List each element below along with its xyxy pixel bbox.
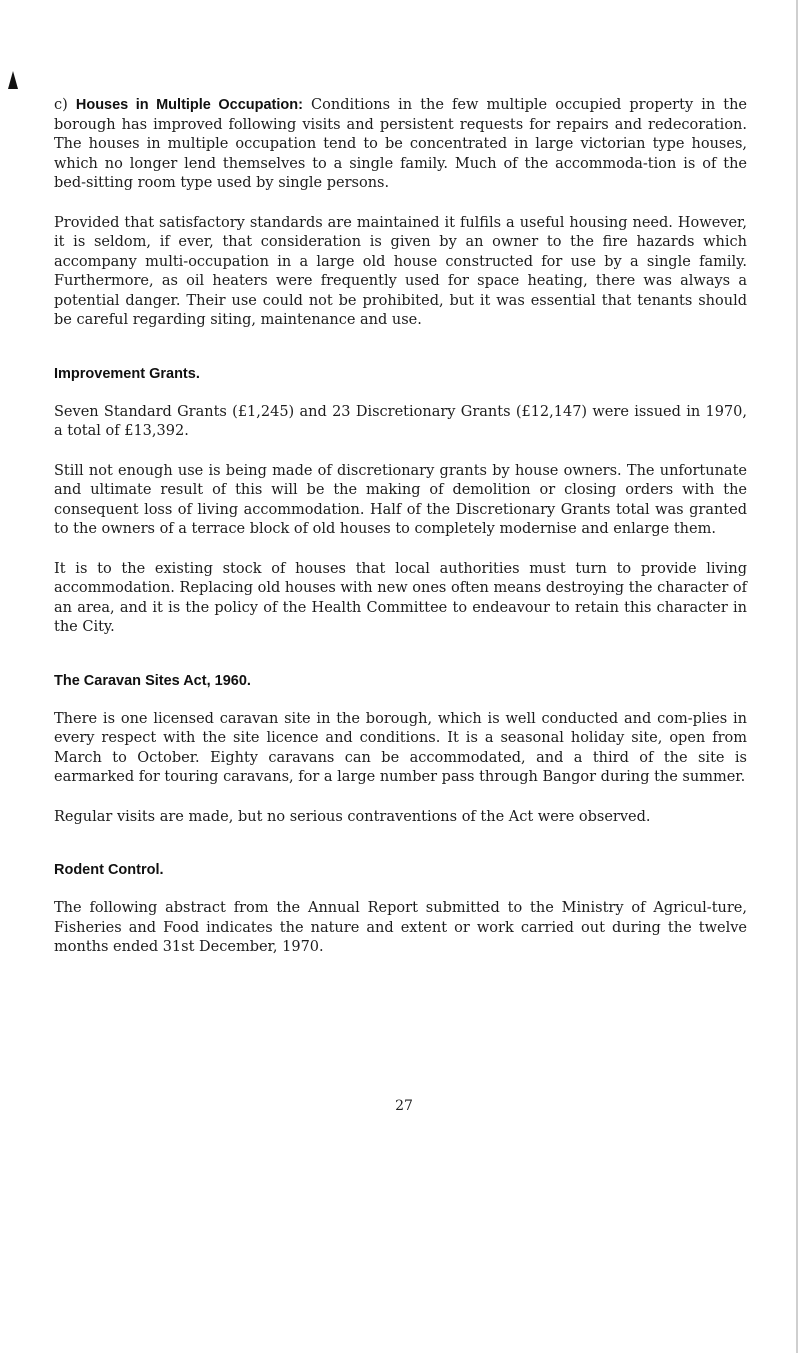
caravan-sites-paragraph-1: There is one licensed caravan site in the borough, which is well conducted and com-plies in every respect with the site licence and conditions. It is a seasonal holiday site, open from March to October. Eighty caravans can be accommodated, and a third of the site is earmarked for touring caravans, for a large number pass through Bangor during the summer. [54,710,747,785]
improvement-grants-paragraph-3: It is to the existing stock of houses that local authorities must turn to provide living accommodation. Replacing old houses with new ones often means destroying the character of an area, and it is the policy of the Health Committee to endeavour to retain this character in the City. [54,560,747,635]
caravan-sites-heading: The Caravan Sites Act, 1960. [54,672,251,689]
improvement-grants-heading: Improvement Grants. [54,365,200,382]
page-edge-line [796,0,798,1353]
improvement-grants-paragraph-1: Seven Standard Grants (£1,245) and 23 Discretionary Grants (£12,147) were issued in 1970, a total of £13,392. [54,403,747,439]
scan-mark-icon [8,71,18,89]
section-c-text-1: Conditions in the few multiple occupied property in the borough has improved following visits and persistent requests for repairs and redecoration. The houses in multiple occupation tend to be concentrated in large victorian type houses, which no longer lend themselves to a single family. Much of the accommoda-tion is of the bed-sitting room type used by single persons. [54,97,747,191]
section-c-paragraph-2: Provided that satisfactory standards are maintained it fulfils a useful housing need. However, it is seldom, if ever, that consideration is given by an owner to the fire hazards which accompany multi-occupation in a large old house constructed for use by a single family. Furthermore, as oil heaters were frequently used for space heating, there was always a potential danger. Their use could not be prohibited, but it was essential that tenants should be careful regarding siting, maintenance and use. [54,214,747,328]
improvement-grants-paragraph-2: Still not enough use is being made of discretionary grants by house owners. The unfortunate and ultimate result of this will be the making of demolition or closing orders with the consequent loss of living accommodation. Half of the Discretionary Grants total was granted to the owners of a terrace block of old houses to completely modernise and enlarge them. [54,462,747,537]
rodent-control-paragraph-1: The following abstract from the Annual Report submitted to the Ministry of Agricul-ture, Fisheries and Food indicates the nature and extent or work carried out during the twelve months ended 31st December, 1970. [54,900,747,955]
section-c-heading: Houses in Multiple Occupation: [75,97,303,113]
document-body [54,96,747,978]
page-number: 27 [395,1098,413,1114]
section-c-paragraph-1 [54,96,747,194]
caravan-sites-paragraph-2: Regular visits are made, but no serious contraventions of the Act were observed. [54,808,651,825]
section-c-label: c) [54,97,68,113]
rodent-control-heading: Rodent Control. [54,862,164,878]
